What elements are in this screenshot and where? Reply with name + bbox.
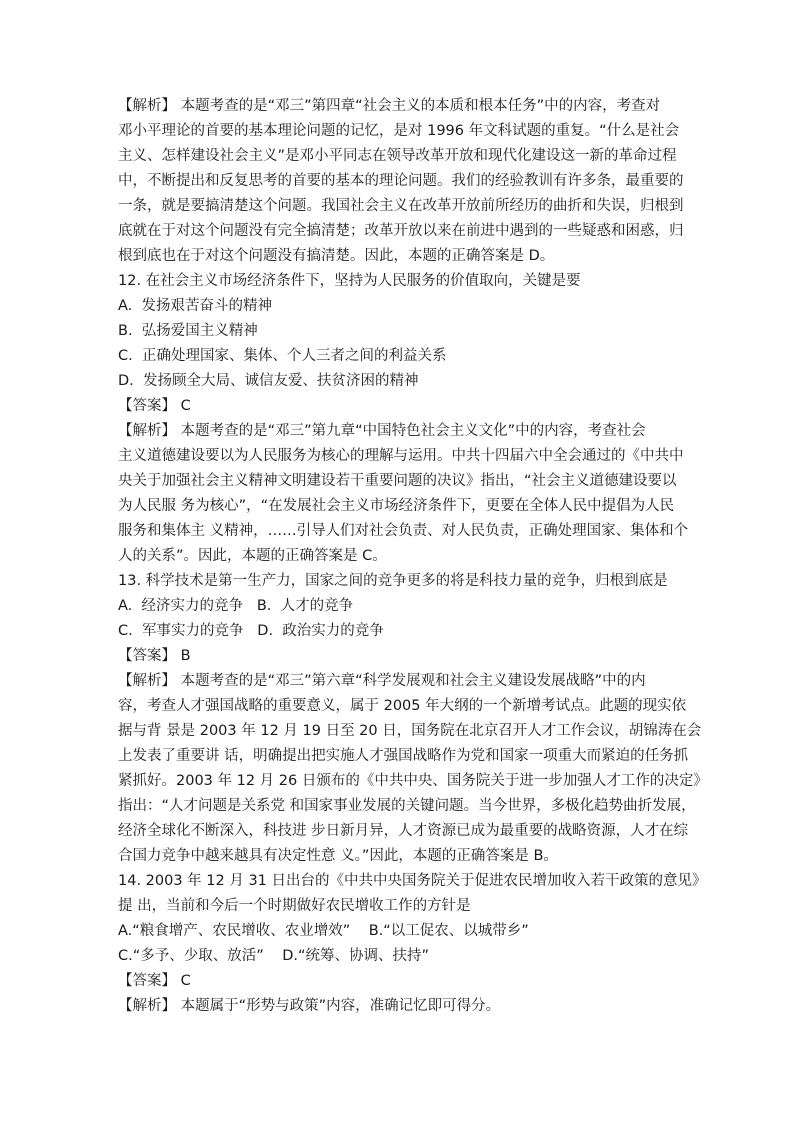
text-line: 提 出，当前和今后一个时期做好农民增收工作的方针是 <box>118 898 471 914</box>
text-line: 为人民服 务为核心”，“在发展社会主义市场经济条件下，更要在全体人民中提倡为人民 <box>118 498 675 514</box>
text-line: 邓小平理论的首要的基本理论问题的记忆，是对 1996 年文科试题的重复。“什么是社会 <box>118 123 680 139</box>
text-line: 底就在于对这个问题没有完全搞清楚；改革开放以来在前进中遇到的一些疑惑和困惑，归 <box>118 223 684 239</box>
text-line: 人的关系”。因此，本题的正确答案是 C。 <box>118 548 387 564</box>
text-line: 合国力竞争中越来越具有决定性意 义。”因此，本题的正确答案是 B。 <box>118 848 558 864</box>
options-cd: C.“多予、少取、放活” D.“统筹、协调、扶持” <box>118 948 429 964</box>
question-14: 14. 2003 年 12 月 31 日出台的《中共中央国务院关于促进农民增加收入若干政策的意见》 <box>118 873 707 889</box>
text-line: 紧抓好。2003 年 12 月 26 日颁布的《中共中央、国务院关于进一步加强人才工作的决定》 <box>118 773 708 789</box>
text-line: 中，不断提出和反复思考的首要的基本的理论问题。我们的经验教训有许多条，最重要的 <box>118 173 684 189</box>
text-line: 服务和集体主 义精神，……引导人们对社会负责、对人民负责，正确处理国家、集体和个 <box>118 523 689 539</box>
text-line: 上发表了重要讲 话，明确提出把实施人才强国战略作为党和国家一项重大而紧迫的任务抓 <box>118 748 689 764</box>
question-13: 13. 科学技术是第一生产力，国家之间的竞争更多的将是科技力量的竞争，归根到底是 <box>118 573 668 589</box>
answer: 【答案】 B <box>118 648 191 664</box>
text-line: 根到底也在于对这个问题没有搞清楚。因此，本题的正确答案是 D。 <box>118 248 555 264</box>
question-12: 12. 在社会主义市场经济条件下，坚持为人民服务的价值取向，关键是要 <box>118 273 581 289</box>
text-line: 指出：“人才问题是关系党 和国家事业发展的关键问题。当今世界，多极化趋势曲折发展， <box>118 798 696 814</box>
text-line: 主义道德建设要以为人民服务为核心的理解与运用。中共十四届六中全会通过的《中共中 <box>118 448 684 464</box>
text-line: 经济全球化不断深入，科技进 步日新月异，人才资源已成为最重要的战略资源，人才在综 <box>118 823 689 839</box>
text-line: 一条，就是要搞清楚这个问题。我国社会主义在改革开放前所经历的曲折和失误，归根到 <box>118 198 684 214</box>
answer: 【答案】 C <box>118 398 191 414</box>
text-line: 【解析】 本题考查的是“邓三”第四章“社会主义的本质和根本任务”中的内容，考查对 <box>118 98 661 114</box>
option-b: B. 弘扬爱国主义精神 <box>118 323 258 339</box>
text-line: 据与背 景是 2003 年 12 月 19 日至 20 日，国务院在北京召开人才工作会议，胡锦涛在会 <box>118 723 702 739</box>
answer: 【答案】 C <box>118 973 191 989</box>
options-cd: C. 军事实力的竞争 D. 政治实力的竞争 <box>118 623 384 639</box>
text-line: 【解析】 本题属于“形势与政策”内容，准确记忆即可得分。 <box>118 998 501 1014</box>
text-line: 【解析】 本题考查的是“邓三”第九章“中国特色社会主义文化”中的内容，考查社会 <box>118 423 646 439</box>
options-ab: A.“粮食增产、农民增收、农业增效” B.“以工促农、以城带乡” <box>118 923 529 939</box>
option-c: C. 正确处理国家、集体、个人三者之间的利益关系 <box>118 348 447 364</box>
options-ab: A. 经济实力的竞争 B. 人才的竞争 <box>118 598 354 614</box>
text-line: 央关于加强社会主义精神文明建设若干重要问题的决议》指出，“社会主义道德建设要以 <box>118 473 677 489</box>
option-a: A. 发扬艰苦奋斗的精神 <box>118 298 272 314</box>
option-d: D. 发扬顾全大局、诚信友爱、扶贫济困的精神 <box>118 373 419 389</box>
text-line: 容，考查人才强国战略的重要意义，属于 2005 年大纲的一个新增考试点。此题的现实依 <box>118 698 687 714</box>
text-line: 【解析】 本题考查的是“邓三”第六章“科学发展观和社会主义建设发展战略”中的内 <box>118 673 646 689</box>
text-line: 主义、怎样建设社会主义”是邓小平同志在领导改革开放和现代化建设这一新的革命过程 <box>118 148 677 164</box>
